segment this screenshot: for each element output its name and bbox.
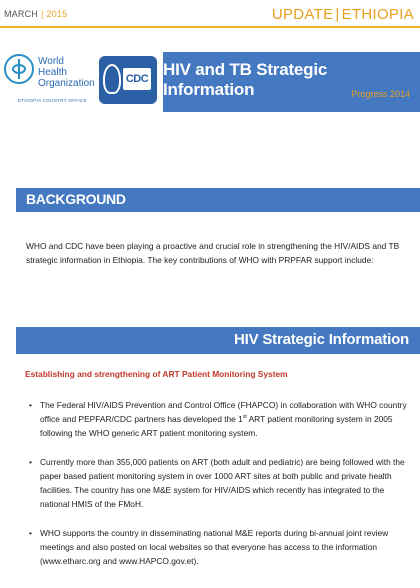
date-separator: | xyxy=(41,9,44,19)
country-name: ETHIOPIA xyxy=(341,6,414,23)
issue-year: 2015 xyxy=(46,9,68,19)
who-logo xyxy=(4,52,95,110)
list-item xyxy=(29,455,412,511)
background-text: WHO and CDC have been playing a proactive and crucial role in strengthening the HIV/AIDS and TB strategic information in Ethiopia. The key contributions of WHO with PRPFAR support include: xyxy=(26,241,400,265)
art-monitoring-subheading: Establishing and strengthening of ART Patient Monitoring System xyxy=(25,369,288,379)
hiv-section-band xyxy=(16,327,420,354)
who-office: ETHIOPIA COUNTRY OFFICE xyxy=(18,98,87,103)
who-name xyxy=(38,56,95,89)
background-section-band xyxy=(16,188,420,212)
bullet-superscript: st xyxy=(242,414,247,421)
bullet-text-continued: ART patient monitoring system in 2005 following the WHO generic ART patient monitoring system. xyxy=(40,414,393,438)
top-bar xyxy=(0,0,420,24)
who-name-line1: World Health xyxy=(38,56,67,78)
background-heading: BACKGROUND xyxy=(26,191,126,207)
page-subtitle: Progress 2014 xyxy=(351,89,410,99)
who-name-line2: Organization xyxy=(38,78,95,89)
bullet-icon: • xyxy=(29,528,32,538)
bullet-text: Currently more than 355,000 patients on ART (both adult and pediatric) are being followed with the paper based patient monitoring system in over 1000 ART sites at both public and private health facilities. The country has one M&E system for HIV/AIDS which recently has integrated to the national HMIS of the FMoH. xyxy=(40,457,405,509)
bullet-text: The Federal HIV/AIDS Prevention and Control Office (FHAPCO) in collaboration with WHO country office and PEPFAR/CDC partners has developed the 1 xyxy=(40,400,407,424)
update-word: UPDATE xyxy=(271,6,334,23)
hhs-cdc-logo xyxy=(99,56,157,104)
update-separator: | xyxy=(335,6,340,23)
bullet-icon: • xyxy=(29,400,32,410)
header-band xyxy=(163,52,420,112)
issue-date xyxy=(4,9,67,19)
list-item xyxy=(29,398,412,440)
top-divider xyxy=(0,26,420,28)
update-label xyxy=(272,6,414,23)
cdc-logo-text: CDC xyxy=(123,68,151,90)
bullet-icon: • xyxy=(29,457,32,467)
hhs-eagle-icon xyxy=(103,64,121,94)
who-emblem-icon xyxy=(4,54,34,84)
hiv-section-heading: HIV Strategic Information xyxy=(233,331,409,348)
page-title: HIV and TB Strategic Information xyxy=(163,60,328,99)
hiv-bullet-list xyxy=(29,398,412,583)
list-item xyxy=(29,526,412,568)
bullet-text: WHO supports the country in disseminating national M&E reports during bi-annual joint review meetings and also posted on local websites so that everyone has access to the information (www.etharc.org and www.HAPCO.gov.et). xyxy=(40,528,389,566)
issue-month: MARCH xyxy=(4,9,38,19)
